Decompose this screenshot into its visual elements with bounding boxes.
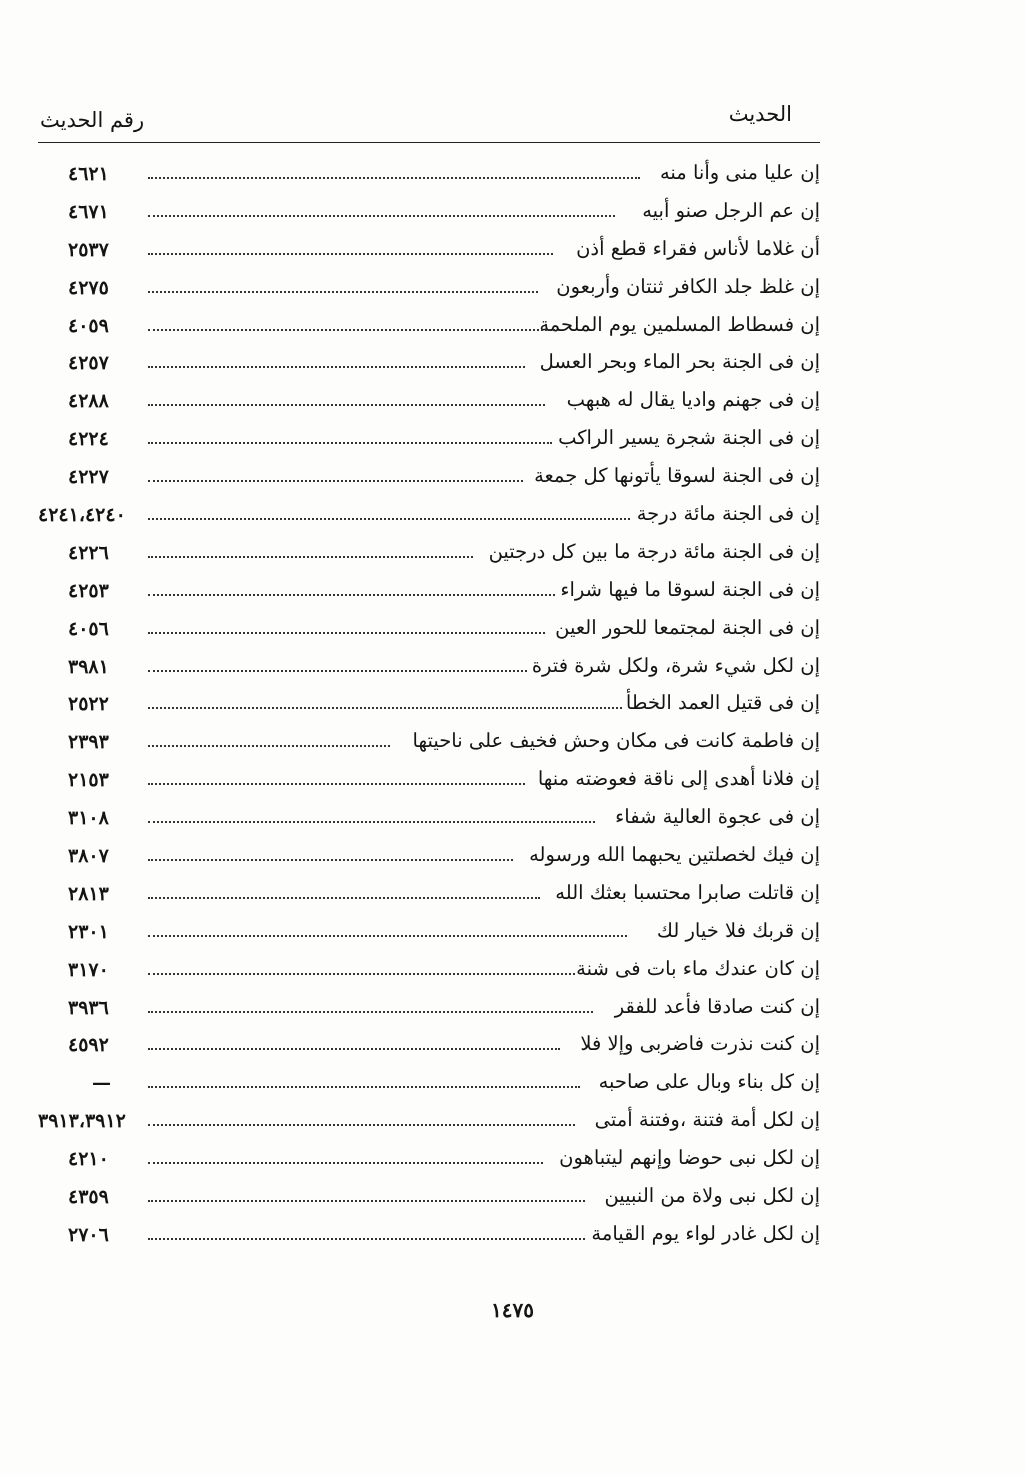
hadith-text: إن فى الجنة لسوقا يأتونها كل جمعة bbox=[534, 464, 820, 488]
index-entry bbox=[0, 309, 1025, 347]
dot-leader bbox=[148, 632, 545, 634]
dot-leader bbox=[148, 821, 595, 823]
hadith-number: ٤٢٧٥ bbox=[68, 276, 109, 299]
hadith-text: إن فى الجنة مائة درجة ما بين كل درجتين bbox=[488, 539, 820, 563]
hadith-number: ٣٨٠٧ bbox=[68, 845, 109, 868]
index-entry bbox=[0, 915, 1025, 953]
hadith-number: ٤٣٥٩ bbox=[68, 1186, 109, 1209]
hadith-number: — bbox=[92, 1072, 111, 1095]
index-entry bbox=[0, 1218, 1025, 1256]
dot-leader bbox=[148, 366, 525, 368]
column-heading-hadith: الحديث bbox=[728, 102, 792, 126]
hadith-text: إن فسطاط المسلمين يوم الملحمة bbox=[539, 312, 820, 336]
column-heading-hadith-number: رقم الحديث bbox=[40, 108, 145, 132]
index-entry bbox=[0, 536, 1025, 574]
hadith-text: إن عليا منى وأنا منه bbox=[659, 161, 820, 184]
hadith-number: ٢٥٢٢ bbox=[68, 693, 109, 716]
hadith-number: ٢٣٠١ bbox=[68, 920, 109, 943]
hadith-number: ٢٧٠٦ bbox=[68, 1223, 109, 1246]
hadith-number: ٤٢٢٧ bbox=[68, 466, 109, 489]
index-entry bbox=[0, 1028, 1025, 1066]
index-entry bbox=[0, 460, 1025, 498]
hadith-number: ٢٥٣٧ bbox=[68, 238, 109, 261]
hadith-text: إن لكل غادر لواء يوم القيامة bbox=[591, 1221, 820, 1245]
hadith-number: ٤٦٢١ bbox=[68, 163, 109, 185]
index-entry bbox=[0, 725, 1025, 763]
dot-leader bbox=[148, 556, 473, 558]
dot-leader bbox=[148, 253, 553, 255]
dot-leader bbox=[148, 291, 538, 293]
dot-leader bbox=[148, 404, 545, 406]
dot-leader bbox=[148, 215, 615, 217]
index-entry bbox=[0, 650, 1025, 688]
hadith-number: ٣٩٨١ bbox=[68, 655, 109, 678]
hadith-text: إن كان عندك ماء بات فى شنة bbox=[576, 956, 820, 980]
hadith-text: إن لكل نبى ولاة من النبيين bbox=[604, 1184, 820, 1208]
index-entry bbox=[0, 157, 1025, 195]
hadith-text: إن لكل نبى حوضا وإنهم ليتباهون bbox=[559, 1146, 820, 1170]
index-entry bbox=[0, 877, 1025, 915]
hadith-text: أن غلاما لأناس فقراء قطع أذن bbox=[576, 236, 820, 260]
index-entry bbox=[0, 346, 1025, 384]
dot-leader bbox=[148, 1200, 585, 1202]
hadith-number: ٤٢٢٦ bbox=[68, 541, 109, 564]
dot-leader bbox=[148, 670, 527, 672]
hadith-text: إن فى الجنة بحر الماء وبحر العسل bbox=[539, 350, 820, 374]
hadith-text: إن فى الجنة شجرة يسير الراكب bbox=[558, 426, 820, 450]
dot-leader bbox=[148, 480, 523, 482]
dot-leader bbox=[148, 707, 622, 709]
index-entry bbox=[0, 574, 1025, 612]
hadith-text: إن كل بناء وبال على صاحبه bbox=[598, 1070, 820, 1094]
index-entry bbox=[0, 233, 1025, 271]
hadith-text: إن فى قتيل العمد الخطأ bbox=[625, 691, 820, 715]
index-entry bbox=[0, 271, 1025, 309]
dot-leader bbox=[148, 177, 640, 179]
hadith-text: إن غلظ جلد الكافر ثنتان وأربعون bbox=[556, 274, 820, 298]
hadith-number: ٤٢٨٨ bbox=[68, 390, 109, 413]
hadith-number: ٤٦٧١ bbox=[68, 200, 109, 223]
hadith-text: إن فاطمة كانت فى مكان وحش فخيف على ناحيتها bbox=[412, 729, 820, 753]
dot-leader bbox=[148, 1162, 543, 1164]
hadith-number: ٤٠٥٩ bbox=[68, 314, 109, 337]
hadith-text: إن فى الجنة لسوقا ما فيها شراء bbox=[560, 577, 820, 601]
hadith-text: إن عم الرجل صنو أبيه bbox=[642, 198, 820, 222]
hadith-text: إن فلانا أهدى إلى ناقة فعوضته منها bbox=[537, 767, 820, 791]
dot-leader bbox=[148, 1124, 575, 1126]
hadith-number: ٤٢٥٣ bbox=[68, 579, 109, 602]
index-entry bbox=[0, 612, 1025, 650]
index-entry bbox=[0, 1104, 1025, 1142]
page-number: ١٤٧٥ bbox=[491, 1298, 534, 1322]
hadith-text: إن لكل أمة فتنة ،وفتنة أمتى bbox=[594, 1108, 820, 1132]
dot-leader bbox=[148, 935, 627, 937]
hadith-text: إن قربك فلا خيار لك bbox=[656, 918, 820, 942]
index-entry bbox=[0, 1142, 1025, 1180]
index-entry bbox=[0, 687, 1025, 725]
hadith-number: ٣٩١٣،٣٩١٢ bbox=[38, 1110, 126, 1133]
hadith-text: إن لكل شيء شرة، ولكل شرة فترة bbox=[531, 653, 820, 677]
index-entry bbox=[0, 1180, 1025, 1218]
hadith-text: إن فى الجنة لمجتمعا للحور العين bbox=[555, 615, 820, 639]
dot-leader bbox=[148, 518, 630, 520]
hadith-number: ٤٢١٠ bbox=[68, 1148, 109, 1171]
index-entry bbox=[0, 763, 1025, 801]
index-entry bbox=[0, 195, 1025, 233]
hadith-text: إن فى عجوة العالية شفاء bbox=[615, 805, 820, 829]
dot-leader bbox=[148, 859, 513, 861]
index-entry bbox=[0, 1066, 1025, 1104]
hadith-number: ٤٢٢٤ bbox=[68, 428, 109, 451]
dot-leader bbox=[148, 594, 555, 596]
hadith-number: ٤٢٤١،٤٢٤٠ bbox=[38, 504, 126, 527]
hadith-text: إن فيك لخصلتين يحبهما الله ورسوله bbox=[529, 843, 820, 867]
hadith-number: ٤٠٥٦ bbox=[68, 617, 109, 640]
hadith-number: ٣١٠٨ bbox=[68, 807, 109, 830]
hadith-number: ٢١٥٣ bbox=[68, 769, 109, 792]
hadith-number: ٤٢٥٧ bbox=[68, 352, 109, 375]
header-rule bbox=[38, 142, 820, 143]
dot-leader bbox=[148, 1238, 585, 1240]
dot-leader bbox=[148, 329, 555, 331]
hadith-text: إن كنت نذرت فاضربى وإلا فلا bbox=[580, 1032, 820, 1056]
dot-leader bbox=[148, 745, 390, 747]
hadith-text: إن كنت صادقا فأعد للفقر bbox=[614, 994, 820, 1018]
dot-leader bbox=[148, 1086, 580, 1088]
index-entry bbox=[0, 384, 1025, 422]
index-entry bbox=[0, 422, 1025, 460]
index-entries bbox=[0, 157, 1025, 1256]
index-entry bbox=[0, 953, 1025, 991]
dot-leader bbox=[148, 973, 575, 975]
hadith-text: إن فى الجنة مائة درجة bbox=[636, 502, 820, 526]
index-entry bbox=[0, 498, 1025, 536]
index-entry bbox=[0, 801, 1025, 839]
page-header bbox=[38, 96, 820, 136]
dot-leader bbox=[148, 1048, 560, 1050]
dot-leader bbox=[148, 897, 540, 899]
dot-leader bbox=[148, 783, 525, 785]
hadith-text: إن فى جهنم واديا يقال له هبهب bbox=[566, 388, 820, 412]
dot-leader bbox=[148, 1011, 593, 1013]
dot-leader bbox=[148, 442, 552, 444]
hadith-number: ٣١٧٠ bbox=[68, 958, 109, 981]
hadith-text: إن قاتلت صابرا محتسبا بعثك الله bbox=[555, 880, 820, 904]
hadith-number: ٢٨١٣ bbox=[68, 882, 109, 905]
index-entry bbox=[0, 991, 1025, 1029]
hadith-number: ٢٣٩٣ bbox=[68, 731, 109, 754]
hadith-number: ٣٩٣٦ bbox=[68, 996, 109, 1019]
hadith-number: ٤٥٩٢ bbox=[68, 1034, 109, 1057]
index-entry bbox=[0, 839, 1025, 877]
